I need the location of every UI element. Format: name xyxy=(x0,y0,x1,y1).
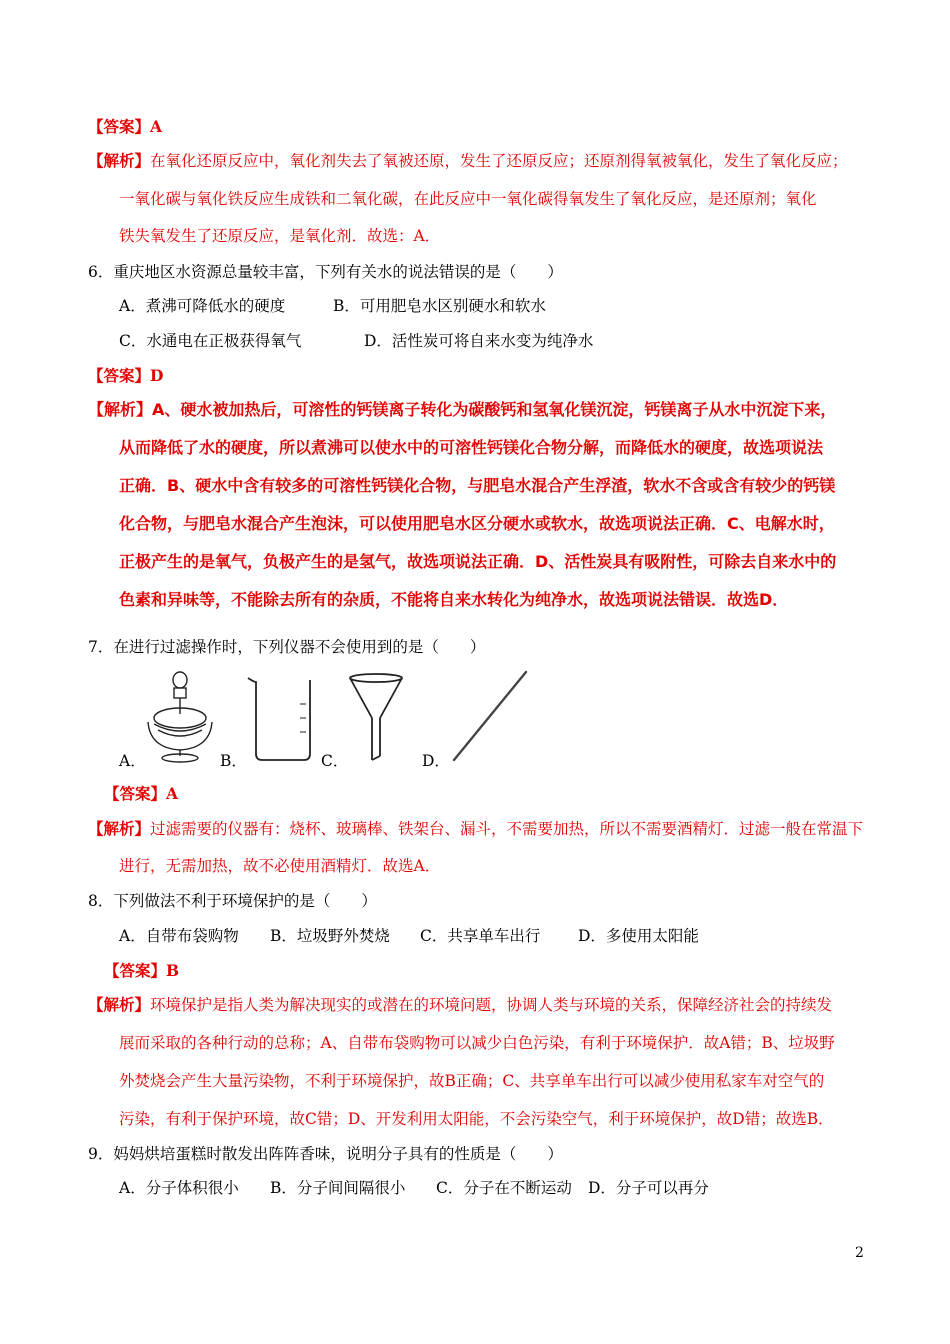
question-stem: 7．在进行过滤操作时，下列仪器不会使用到的是（ ） xyxy=(88,638,486,656)
analysis-text: 污染，有利于保护环境，故C错；D、开发利用太阳能，不会污染空气，利于环境保护，故D错；故选B． xyxy=(119,1110,834,1128)
answer-value: A xyxy=(166,784,179,803)
analysis-text: 进行，无需加热，故不必使用酒精灯．故选A． xyxy=(119,857,441,875)
option-b: B．垃圾野外焚烧 xyxy=(270,927,390,945)
option-a-label: A． xyxy=(119,752,146,770)
analysis-text: 色素和异味等，不能除去所有的杂质，不能将自来水转化为纯净水，故选项说法错误．故选D． xyxy=(119,590,789,609)
option-d: D．分子可以再分 xyxy=(588,1179,709,1197)
answer-tag: 【答案】 xyxy=(104,961,167,980)
answer-tag: 【答案】 xyxy=(104,784,167,803)
analysis-tag: 【解析】 xyxy=(88,151,151,170)
option-a: A．自带布袋购物 xyxy=(119,927,239,945)
beaker-image xyxy=(244,674,318,764)
answer-value: D xyxy=(150,366,164,385)
answer-line xyxy=(88,366,163,386)
answer-tag: 【答案】 xyxy=(88,117,151,136)
analysis-line xyxy=(88,400,836,420)
analysis-line xyxy=(88,819,863,839)
option-c: C．分子在不断运动 xyxy=(436,1179,572,1197)
page-number: 2 xyxy=(855,1245,864,1261)
option-a: A．煮沸可降低水的硬度 xyxy=(119,297,286,315)
analysis-line xyxy=(88,995,832,1015)
option-b-label: B． xyxy=(220,752,247,770)
question-stem: 9．妈妈烘培蛋糕时散发出阵阵香味，说明分子具有的性质是（ ） xyxy=(88,1145,563,1163)
answer-line xyxy=(104,784,178,804)
analysis-line xyxy=(88,151,848,171)
option-d-label: D． xyxy=(422,752,450,770)
analysis-text: 正极产生的是氧气，负极产生的是氢气，故选项说法正确．D、活性炭具有吸附性，可除去自来水中的 xyxy=(119,552,837,571)
answer-line xyxy=(88,117,162,137)
analysis-text: 在氧化还原反应中，氧化剂失去了氧被还原，发生了还原反应；还原剂得氧被氧化，发生了氧化反应； xyxy=(150,152,848,170)
option-c-label: C． xyxy=(321,752,349,770)
alcohol-lamp-image xyxy=(140,668,220,764)
option-d: D．活性炭可将自来水变为纯净水 xyxy=(364,332,594,350)
glass-rod-image xyxy=(448,668,532,764)
analysis-tag: 【解析】 xyxy=(88,400,153,419)
analysis-text: 展而采取的各种行动的总称；A、自带布袋购物可以减少白色污染，有利于环境保护．故A错；B、垃圾野 xyxy=(119,1034,835,1052)
analysis-text: 外焚烧会产生大量污染物，不利于环境保护，故B正确；C、共享单车出行可以减少使用私家车对空气的 xyxy=(119,1072,825,1090)
analysis-text: 过滤需要的仪器有：烧杯、玻璃棒、铁架台、漏斗，不需要加热，所以不需要酒精灯．过滤一般在常温下 xyxy=(150,820,864,838)
option-b: B．分子间间隔很小 xyxy=(270,1179,406,1197)
funnel-image xyxy=(346,672,406,764)
option-c: C．共享单车出行 xyxy=(420,927,541,945)
analysis-text: 环境保护是指人类为解决现实的或潜在的环境问题，协调人类与环境的关系，保障经济社会的持续发 xyxy=(150,996,833,1014)
question-stem: 6．重庆地区水资源总量较丰富，下列有关水的说法错误的是（ ） xyxy=(88,263,563,281)
analysis-tag: 【解析】 xyxy=(88,995,151,1014)
analysis-text: 正确．B、硬水中含有较多的可溶性钙镁化合物，与肥皂水混合产生浮渣，软水不含或含有较少的钙镁 xyxy=(119,476,836,495)
option-c: C．水通电在正极获得氧气 xyxy=(119,332,302,350)
answer-value: B xyxy=(166,961,180,980)
analysis-text: 从而降低了水的硬度，所以煮沸可以使水中的可溶性钙镁化合物分解，而降低水的硬度，故选项说法 xyxy=(119,438,824,457)
analysis-text: 铁失氧发生了还原反应，是氧化剂．故选：A． xyxy=(119,227,441,245)
analysis-text: 一氧化碳与氧化铁反应生成铁和二氧化碳，在此反应中一氧化碳得氧发生了氧化反应，是还原剂；氧化 xyxy=(119,190,817,208)
answer-line xyxy=(104,961,179,981)
question-stem: 8．下列做法不利于环境保护的是（ ） xyxy=(88,892,377,910)
analysis-tag: 【解析】 xyxy=(88,819,151,838)
option-b: B．可用肥皂水区别硬水和软水 xyxy=(333,297,546,315)
answer-value: A xyxy=(150,117,163,136)
option-a: A．分子体积很小 xyxy=(119,1179,239,1197)
analysis-text: A、硬水被加热后，可溶性的钙镁离子转化为碳酸钙和氢氧化镁沉淀，钙镁离子从水中沉淀下来， xyxy=(152,400,837,419)
analysis-text: 化合物，与肥皂水混合产生泡沫，可以使用肥皂水区分硬水或软水，故选项说法正确．C、电解水时， xyxy=(119,514,835,533)
answer-tag: 【答案】 xyxy=(88,366,151,385)
option-d: D．多使用太阳能 xyxy=(578,927,699,945)
